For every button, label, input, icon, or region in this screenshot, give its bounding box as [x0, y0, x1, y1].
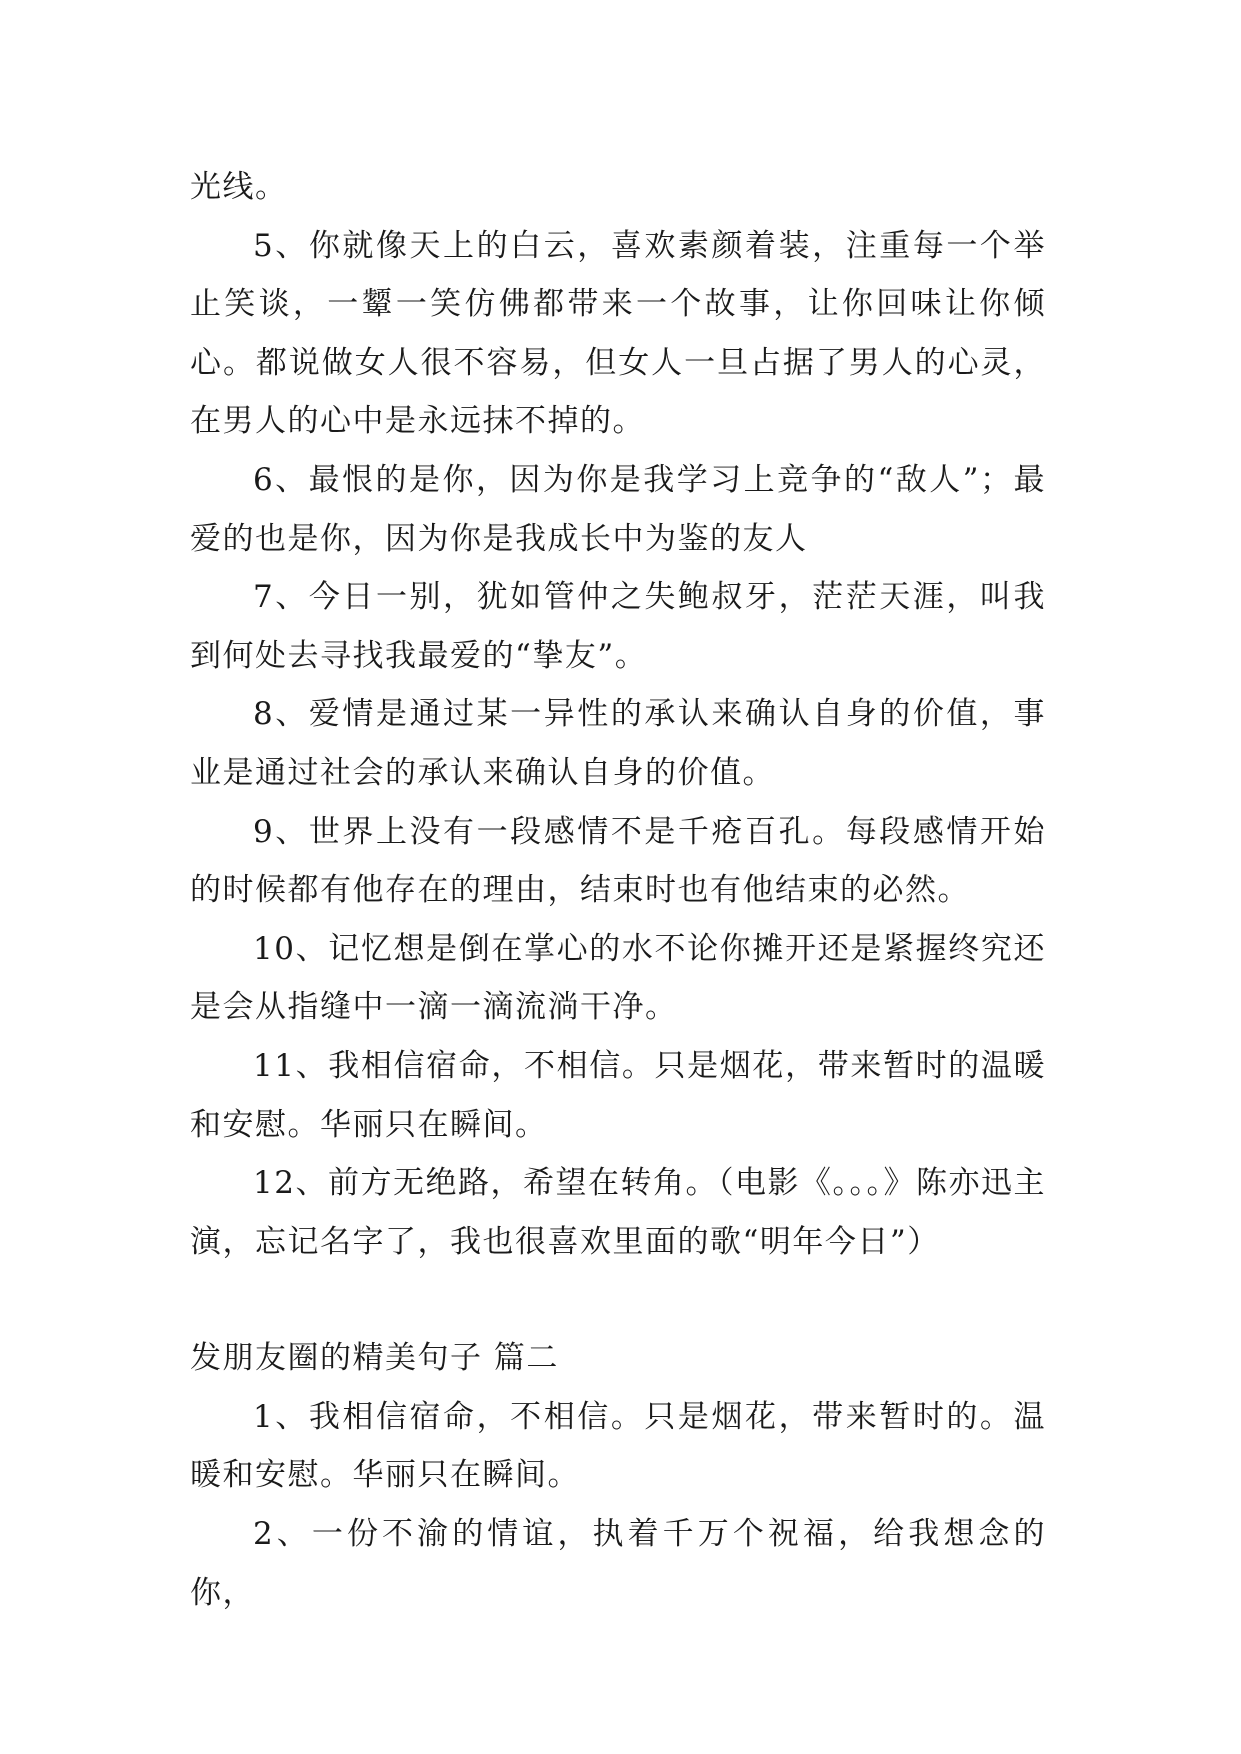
paragraph-item-2: 2、一份不渝的情谊，执着千万个祝福，给我想念的你， [190, 1516, 1046, 1611]
paragraph-item-10: 10、记忆想是倒在掌心的水不论你摊开还是紧握终究还是会从指缝中一滴一滴流淌干净。 [190, 930, 1046, 1026]
section-heading: 发朋友圈的精美句子 篇二 [190, 1340, 559, 1377]
paragraph-item-7: 7、今日一别，犹如管仲之失鲍叔牙，茫茫天涯，叫我到何处去寻找我最爱的“挚友”。 [190, 579, 1046, 674]
paragraph-continuation: 光线。 [190, 169, 288, 205]
paragraph-item-9: 9、世界上没有一段感情不是千疮百孔。每段感情开始的时候都有他存在的理由，结束时也有他结束的必然。 [190, 813, 1046, 909]
paragraph-item-12: 12、前方无绝路，希望在转角。（电影《。。。》陈亦迅主演，忘记名字了，我也很喜欢里面的歌“明年今日”） [190, 1165, 1046, 1260]
paragraph-item-8: 8、爱情是通过某一异性的承认来确认自身的价值，事业是通过社会的承认来确认自身的价值。 [190, 696, 1046, 791]
paragraph-item-11: 11、我相信宿命，不相信。只是烟花，带来暂时的温暖和安慰。华丽只在瞬间。 [190, 1047, 1046, 1143]
paragraph-item-6: 6、最恨的是你，因为你是我学习上竞争的“敌人”；最爱的也是你，因为你是我成长中为鉴的友人 [190, 461, 1046, 557]
document-body [190, 158, 1046, 1622]
paragraph-item-1: 1、我相信宿命，不相信。只是烟花，带来暂时的。温暖和安慰。华丽只在瞬间。 [190, 1398, 1046, 1494]
paragraph-item-5: 5、你就像天上的白云，喜欢素颜着装，注重每一个举止笑谈，一颦一笑仿佛都带来一个故事，让你回味让你倾心。都说做女人很不容易，但女人一旦占据了男人的心灵，在男人的心中是永远抹不掉的。 [190, 227, 1046, 440]
